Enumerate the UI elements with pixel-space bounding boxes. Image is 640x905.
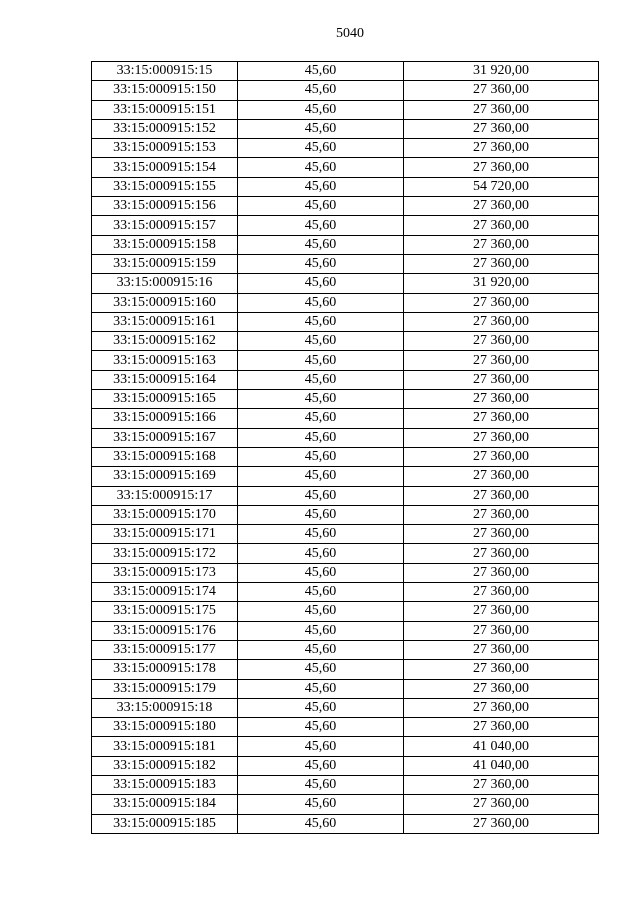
- value-cell: 27 360,00: [404, 119, 599, 138]
- area-cell: 45,60: [238, 235, 404, 254]
- area-cell: 45,60: [238, 583, 404, 602]
- cadastral-number-cell: 33:15:000915:176: [92, 621, 238, 640]
- value-cell: 41 040,00: [404, 756, 599, 775]
- value-cell: 27 360,00: [404, 351, 599, 370]
- value-cell: 27 360,00: [404, 235, 599, 254]
- value-cell: 27 360,00: [404, 621, 599, 640]
- table-row: [92, 216, 599, 235]
- value-cell: 27 360,00: [404, 583, 599, 602]
- table-row: [92, 293, 599, 312]
- table-row: [92, 428, 599, 447]
- area-cell: 45,60: [238, 351, 404, 370]
- table-row: [92, 467, 599, 486]
- area-cell: 45,60: [238, 640, 404, 659]
- cadastral-number-cell: 33:15:000915:157: [92, 216, 238, 235]
- value-cell: 27 360,00: [404, 679, 599, 698]
- value-cell: 27 360,00: [404, 197, 599, 216]
- area-cell: 45,60: [238, 505, 404, 524]
- table-row: [92, 563, 599, 582]
- cadastral-number-cell: 33:15:000915:168: [92, 447, 238, 466]
- cadastral-number-cell: 33:15:000915:158: [92, 235, 238, 254]
- value-cell: 27 360,00: [404, 795, 599, 814]
- value-cell: 27 360,00: [404, 544, 599, 563]
- area-cell: 45,60: [238, 718, 404, 737]
- table-row: [92, 197, 599, 216]
- cadastral-number-cell: 33:15:000915:166: [92, 409, 238, 428]
- area-cell: 45,60: [238, 660, 404, 679]
- table-row: [92, 235, 599, 254]
- value-cell: 27 360,00: [404, 216, 599, 235]
- value-cell: 27 360,00: [404, 139, 599, 158]
- cadastral-number-cell: 33:15:000915:177: [92, 640, 238, 659]
- table-row: [92, 583, 599, 602]
- table-row: [92, 447, 599, 466]
- area-cell: 45,60: [238, 312, 404, 331]
- value-cell: 27 360,00: [404, 390, 599, 409]
- area-cell: 45,60: [238, 698, 404, 717]
- value-cell: 27 360,00: [404, 254, 599, 273]
- value-cell: 27 360,00: [404, 525, 599, 544]
- table-row: [92, 100, 599, 119]
- cadastral-number-cell: 33:15:000915:165: [92, 390, 238, 409]
- page-number: 5040: [336, 26, 364, 41]
- value-cell: 27 360,00: [404, 447, 599, 466]
- table-row: [92, 370, 599, 389]
- table-body: [92, 62, 599, 834]
- value-cell: 41 040,00: [404, 737, 599, 756]
- cadastral-number-cell: 33:15:000915:173: [92, 563, 238, 582]
- area-cell: 45,60: [238, 814, 404, 833]
- cadastral-number-cell: 33:15:000915:169: [92, 467, 238, 486]
- table-row: [92, 718, 599, 737]
- area-cell: 45,60: [238, 274, 404, 293]
- area-cell: 45,60: [238, 737, 404, 756]
- value-cell: 27 360,00: [404, 486, 599, 505]
- cadastral-number-cell: 33:15:000915:151: [92, 100, 238, 119]
- table-row: [92, 679, 599, 698]
- cadastral-number-cell: 33:15:000915:153: [92, 139, 238, 158]
- area-cell: 45,60: [238, 563, 404, 582]
- table-row: [92, 62, 599, 81]
- cadastral-number-cell: 33:15:000915:16: [92, 274, 238, 293]
- area-cell: 45,60: [238, 254, 404, 273]
- value-cell: 31 920,00: [404, 62, 599, 81]
- cadastral-number-cell: 33:15:000915:181: [92, 737, 238, 756]
- value-cell: 54 720,00: [404, 177, 599, 196]
- cadastral-number-cell: 33:15:000915:183: [92, 775, 238, 794]
- cadastral-number-cell: 33:15:000915:167: [92, 428, 238, 447]
- area-cell: 45,60: [238, 100, 404, 119]
- value-cell: 27 360,00: [404, 293, 599, 312]
- cadastral-number-cell: 33:15:000915:160: [92, 293, 238, 312]
- value-cell: 27 360,00: [404, 698, 599, 717]
- area-cell: 45,60: [238, 370, 404, 389]
- cadastral-table: [91, 61, 599, 834]
- table-row: [92, 775, 599, 794]
- area-cell: 45,60: [238, 447, 404, 466]
- table-row: [92, 795, 599, 814]
- value-cell: 27 360,00: [404, 312, 599, 331]
- cadastral-number-cell: 33:15:000915:182: [92, 756, 238, 775]
- area-cell: 45,60: [238, 544, 404, 563]
- table-row: [92, 390, 599, 409]
- area-cell: 45,60: [238, 756, 404, 775]
- table-row: [92, 756, 599, 775]
- cadastral-number-cell: 33:15:000915:156: [92, 197, 238, 216]
- cadastral-number-cell: 33:15:000915:17: [92, 486, 238, 505]
- table-row: [92, 737, 599, 756]
- cadastral-number-cell: 33:15:000915:172: [92, 544, 238, 563]
- table-row: [92, 139, 599, 158]
- table-row: [92, 332, 599, 351]
- cadastral-number-cell: 33:15:000915:178: [92, 660, 238, 679]
- area-cell: 45,60: [238, 621, 404, 640]
- table-row: [92, 505, 599, 524]
- table-row: [92, 698, 599, 717]
- area-cell: 45,60: [238, 679, 404, 698]
- value-cell: 27 360,00: [404, 428, 599, 447]
- table-row: [92, 525, 599, 544]
- value-cell: 27 360,00: [404, 409, 599, 428]
- cadastral-number-cell: 33:15:000915:185: [92, 814, 238, 833]
- cadastral-number-cell: 33:15:000915:150: [92, 81, 238, 100]
- cadastral-number-cell: 33:15:000915:171: [92, 525, 238, 544]
- area-cell: 45,60: [238, 332, 404, 351]
- area-cell: 45,60: [238, 177, 404, 196]
- cadastral-number-cell: 33:15:000915:159: [92, 254, 238, 273]
- area-cell: 45,60: [238, 428, 404, 447]
- value-cell: 27 360,00: [404, 332, 599, 351]
- value-cell: 27 360,00: [404, 718, 599, 737]
- area-cell: 45,60: [238, 409, 404, 428]
- cadastral-number-cell: 33:15:000915:154: [92, 158, 238, 177]
- area-cell: 45,60: [238, 602, 404, 621]
- value-cell: 27 360,00: [404, 775, 599, 794]
- value-cell: 27 360,00: [404, 100, 599, 119]
- cadastral-number-cell: 33:15:000915:152: [92, 119, 238, 138]
- area-cell: 45,60: [238, 216, 404, 235]
- cadastral-number-cell: 33:15:000915:163: [92, 351, 238, 370]
- value-cell: 27 360,00: [404, 814, 599, 833]
- cadastral-number-cell: 33:15:000915:155: [92, 177, 238, 196]
- cadastral-number-cell: 33:15:000915:170: [92, 505, 238, 524]
- cadastral-number-cell: 33:15:000915:174: [92, 583, 238, 602]
- table-row: [92, 81, 599, 100]
- table-row: [92, 602, 599, 621]
- cadastral-number-cell: 33:15:000915:184: [92, 795, 238, 814]
- value-cell: 27 360,00: [404, 563, 599, 582]
- value-cell: 27 360,00: [404, 505, 599, 524]
- table-row: [92, 274, 599, 293]
- value-cell: 27 360,00: [404, 370, 599, 389]
- value-cell: 27 360,00: [404, 660, 599, 679]
- table-row: [92, 254, 599, 273]
- value-cell: 27 360,00: [404, 81, 599, 100]
- value-cell: 27 360,00: [404, 602, 599, 621]
- table-row: [92, 158, 599, 177]
- area-cell: 45,60: [238, 81, 404, 100]
- table-row: [92, 640, 599, 659]
- area-cell: 45,60: [238, 390, 404, 409]
- area-cell: 45,60: [238, 775, 404, 794]
- value-cell: 27 360,00: [404, 467, 599, 486]
- value-cell: 27 360,00: [404, 158, 599, 177]
- cadastral-number-cell: 33:15:000915:175: [92, 602, 238, 621]
- area-cell: 45,60: [238, 293, 404, 312]
- table-row: [92, 119, 599, 138]
- value-cell: 27 360,00: [404, 640, 599, 659]
- cadastral-number-cell: 33:15:000915:179: [92, 679, 238, 698]
- area-cell: 45,60: [238, 158, 404, 177]
- table-row: [92, 177, 599, 196]
- cadastral-number-cell: 33:15:000915:180: [92, 718, 238, 737]
- cadastral-number-cell: 33:15:000915:18: [92, 698, 238, 717]
- area-cell: 45,60: [238, 62, 404, 81]
- table-row: [92, 660, 599, 679]
- table-row: [92, 544, 599, 563]
- table-row: [92, 621, 599, 640]
- table-row: [92, 486, 599, 505]
- table-row: [92, 409, 599, 428]
- area-cell: 45,60: [238, 467, 404, 486]
- cadastral-number-cell: 33:15:000915:162: [92, 332, 238, 351]
- area-cell: 45,60: [238, 486, 404, 505]
- table-row: [92, 814, 599, 833]
- area-cell: 45,60: [238, 197, 404, 216]
- value-cell: 31 920,00: [404, 274, 599, 293]
- table-row: [92, 312, 599, 331]
- table-row: [92, 351, 599, 370]
- area-cell: 45,60: [238, 139, 404, 158]
- cadastral-number-cell: 33:15:000915:161: [92, 312, 238, 331]
- area-cell: 45,60: [238, 119, 404, 138]
- area-cell: 45,60: [238, 795, 404, 814]
- cadastral-number-cell: 33:15:000915:164: [92, 370, 238, 389]
- area-cell: 45,60: [238, 525, 404, 544]
- cadastral-number-cell: 33:15:000915:15: [92, 62, 238, 81]
